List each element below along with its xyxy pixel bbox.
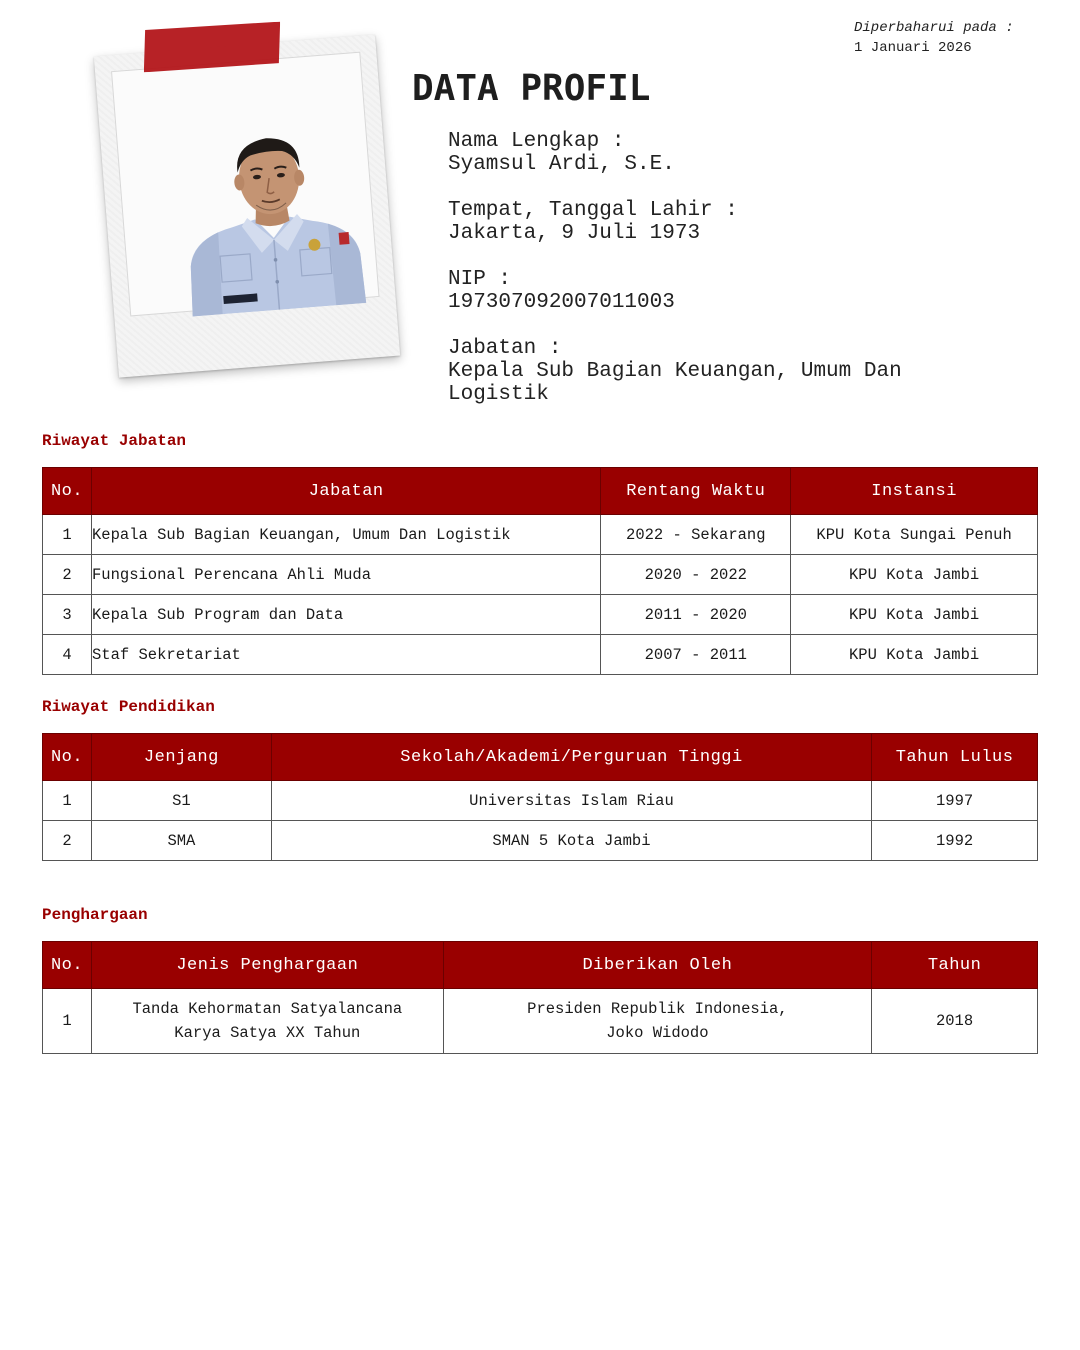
field-label: Tempat, Tanggal Lahir : (448, 199, 738, 222)
cell-no: 1 (43, 781, 92, 821)
field-label: Jabatan : (448, 337, 562, 360)
header-cell: Rentang Waktu (601, 468, 791, 515)
table-row (43, 515, 1038, 555)
header-cell: Jenjang (91, 734, 271, 781)
field-position (448, 337, 1008, 406)
table-header-row (43, 942, 1038, 989)
cell-jabatan: Staf Sekretariat (91, 635, 600, 675)
cell-instansi: KPU Kota Sungai Penuh (791, 515, 1038, 555)
cell-rentang: 2022 - Sekarang (601, 515, 791, 555)
header-cell: No. (43, 468, 92, 515)
header-cell: No. (43, 942, 92, 989)
table-row (43, 595, 1038, 635)
header-cell: Tahun (872, 942, 1038, 989)
profile-photo (170, 113, 374, 317)
header-cell: Sekolah/Akademi/Perguruan Tinggi (271, 734, 871, 781)
table-header-row (43, 468, 1038, 515)
field-birth (448, 199, 1008, 245)
table-row (43, 781, 1038, 821)
table-row (43, 821, 1038, 861)
header-cell: Diberikan Oleh (443, 942, 872, 989)
cell-no: 1 (43, 989, 92, 1054)
cell-sekolah: SMAN 5 Kota Jambi (271, 821, 871, 861)
cell-no: 3 (43, 595, 92, 635)
header-cell: Jenis Penghargaan (91, 942, 443, 989)
table-riwayat-jabatan (42, 467, 1038, 675)
section-title-pendidikan: Riwayat Pendidikan (42, 698, 215, 716)
cell-rentang: 2011 - 2020 (601, 595, 791, 635)
table-riwayat-pendidikan (42, 733, 1038, 861)
table-penghargaan (42, 941, 1038, 1054)
field-value: Syamsul Ardi, S.E. (448, 153, 675, 176)
field-value: Jakarta, 9 Juli 1973 (448, 222, 701, 245)
table-row (43, 989, 1038, 1054)
cell-jenis-penghargaan: Tanda Kehormatan Satyalancana Karya Satya XX Tahun (91, 989, 443, 1054)
table-header-row (43, 734, 1038, 781)
cell-jabatan: Kepala Sub Program dan Data (91, 595, 600, 635)
header-cell: Tahun Lulus (872, 734, 1038, 781)
cell-rentang: 2020 - 2022 (601, 555, 791, 595)
field-label: NIP : (448, 268, 512, 291)
update-note (854, 18, 1014, 58)
field-label: Nama Lengkap : (448, 130, 625, 153)
table-row (43, 635, 1038, 675)
cell-jenjang: SMA (91, 821, 271, 861)
cell-instansi: KPU Kota Jambi (791, 555, 1038, 595)
section-title-jabatan: Riwayat Jabatan (42, 432, 187, 450)
update-date: 1 Januari 2026 (854, 40, 972, 56)
cell-jenjang: S1 (91, 781, 271, 821)
cell-no: 2 (43, 821, 92, 861)
cell-no: 4 (43, 635, 92, 675)
cell-instansi: KPU Kota Jambi (791, 595, 1038, 635)
cell-tahun-lulus: 1992 (872, 821, 1038, 861)
header-cell: Instansi (791, 468, 1038, 515)
cell-tahun: 2018 (872, 989, 1038, 1054)
cell-tahun-lulus: 1997 (872, 781, 1038, 821)
field-name (448, 130, 1008, 176)
cell-no: 1 (43, 515, 92, 555)
cell-instansi: KPU Kota Jambi (791, 635, 1038, 675)
header-cell: Jabatan (91, 468, 600, 515)
table-row (43, 555, 1038, 595)
field-nip (448, 268, 1008, 314)
cell-sekolah: Universitas Islam Riau (271, 781, 871, 821)
field-value: Kepala Sub Bagian Keuangan, Umum Dan Logistik (448, 360, 902, 406)
cell-jabatan: Kepala Sub Bagian Keuangan, Umum Dan Logistik (91, 515, 600, 555)
update-label: Diperbaharui pada : (854, 20, 1014, 36)
cell-jabatan: Fungsional Perencana Ahli Muda (91, 555, 600, 595)
header-cell: No. (43, 734, 92, 781)
profile-fields (448, 130, 1008, 429)
field-value: 197307092007011003 (448, 291, 675, 314)
cell-no: 2 (43, 555, 92, 595)
cell-rentang: 2007 - 2011 (601, 635, 791, 675)
profile-title: DATA PROFIL (412, 68, 651, 109)
section-title-penghargaan: Penghargaan (42, 906, 148, 924)
cell-diberikan-oleh: Presiden Republik Indonesia, Joko Widodo (443, 989, 872, 1054)
